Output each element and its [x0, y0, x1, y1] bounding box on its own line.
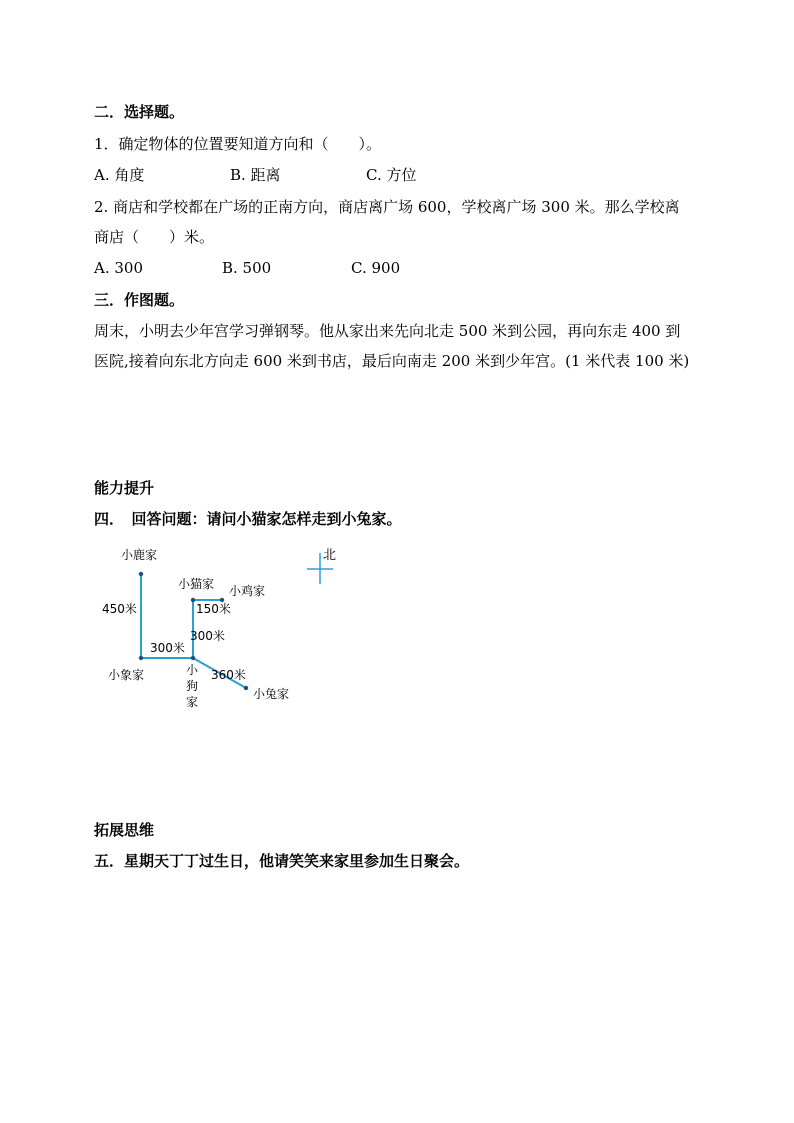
label-dog-home-2: 狗	[186, 679, 199, 693]
q1-option-c: C. 方位	[366, 166, 417, 184]
label-elephant-home: 小象家	[108, 668, 145, 682]
q2-option-a: A. 300	[94, 259, 143, 277]
ability-title: 能力提升	[94, 479, 155, 497]
q2-option-c: C. 900	[351, 259, 401, 277]
q1-option-a: A. 角度	[94, 166, 145, 184]
question-5: 五．星期天丁丁过生日，他请笑笑来家里参加生日聚会。	[94, 852, 470, 870]
label-deer-home: 小鹿家	[121, 548, 158, 562]
section3-heading: 三．作图题。	[94, 291, 185, 309]
cat-point	[191, 598, 195, 602]
question-2-line2: 商店（ ）米。	[94, 228, 215, 246]
distance-cat-dog: 300米	[190, 629, 225, 643]
question-4: 四． 回答问题：请问小猫家怎样走到小兔家。	[94, 510, 402, 528]
deer-point	[139, 572, 143, 576]
elephant-point	[139, 656, 143, 660]
label-rabbit-home: 小兔家	[253, 687, 290, 701]
section3-line1: 周末，小明去少年宫学习弹钢琴。他从家出来先向北走 500 米到公园，再向东走 400 到	[94, 322, 681, 340]
question-2-line1: 2. 商店和学校都在广场的正南方向，商店离广场 600，学校离广场 300 米。那么学校离	[94, 198, 680, 216]
rabbit-point	[244, 686, 248, 690]
extension-title: 拓展思维	[94, 821, 155, 839]
section2-heading: 二．选择题。	[94, 103, 185, 121]
section3-line2: 医院,接着向东北方向走 600 米到书店，最后向南走 200 米到少年宫。(1 米代表 100 米)	[94, 352, 690, 370]
distance-elephant-dog: 300米	[150, 641, 185, 655]
distance-dog-rabbit: 360米	[211, 668, 246, 682]
distance-deer-elephant: 450米	[102, 602, 137, 616]
q1-option-b: B. 距离	[230, 166, 281, 184]
dog-point	[191, 656, 195, 660]
q2-option-b: B. 500	[222, 259, 272, 277]
label-dog-home-1: 小	[186, 663, 199, 677]
north-label: 北	[323, 548, 337, 563]
question-1: 1．确定物体的位置要知道方向和（ ）。	[94, 135, 382, 153]
distance-cat-chicken: 150米	[196, 602, 231, 616]
label-dog-home-3: 家	[186, 695, 199, 709]
label-chicken-home: 小鸡家	[229, 584, 266, 598]
label-cat-home: 小猫家	[178, 577, 215, 591]
